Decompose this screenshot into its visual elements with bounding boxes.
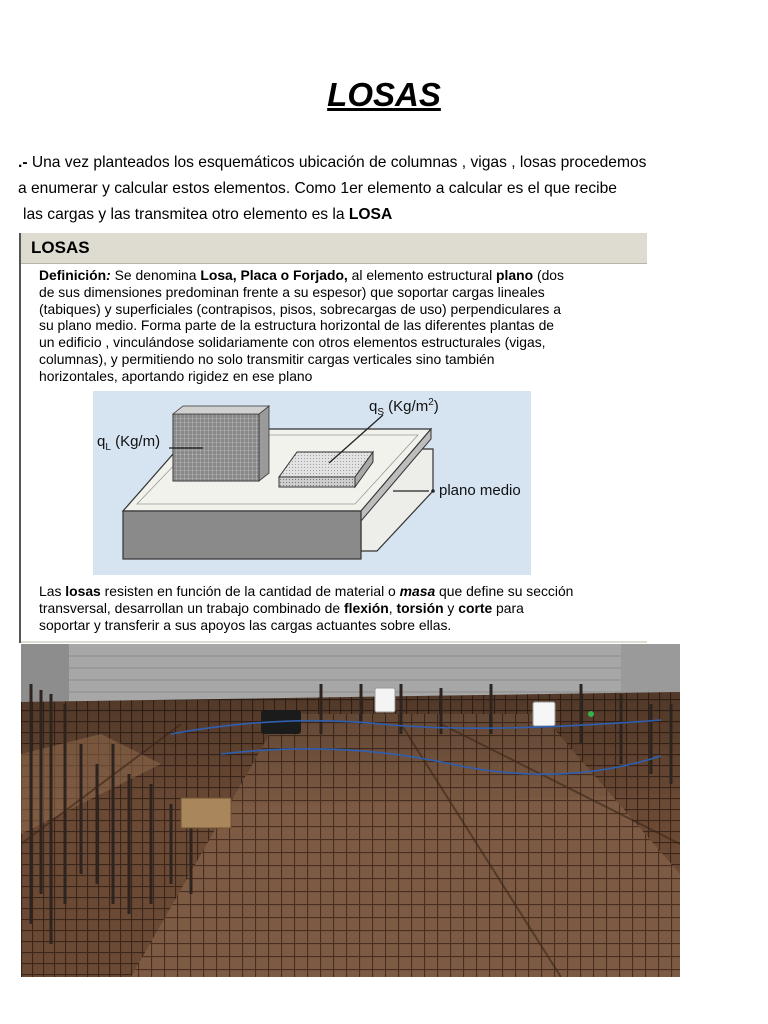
photo-bucket-center xyxy=(375,688,395,712)
definition-text-3: (dos xyxy=(533,267,564,283)
resist-text-2: resisten en función de la cantidad de material o xyxy=(100,583,400,599)
resist-text-1: Las xyxy=(39,583,66,599)
resist-bold-losas: losas xyxy=(65,583,101,599)
definition-line-6: columnas), y permitiendo no solo transmitir cargas verticales sino también xyxy=(39,350,495,367)
wall-side xyxy=(259,406,269,481)
definition-line-7: horizontales, aportando rigidez en ese plano xyxy=(39,367,313,384)
rebar-slab-photo-graphic xyxy=(21,644,680,977)
photo-wood-box xyxy=(181,798,231,828)
resist-bold-flexion: flexión xyxy=(344,600,389,617)
wall-top xyxy=(173,406,269,414)
resist-line-3: soportar y transferir a sus apoyos las cargas actuantes sobre ellas. xyxy=(39,617,452,634)
definition-line-4: su plano medio. Forma parte de la estructura horizontal de las diferentes plantas de xyxy=(39,317,555,334)
intro-line-1 xyxy=(18,150,758,176)
qs-label: $q_S$ $(Kg/m^2)$ xyxy=(369,397,439,418)
resist-comma: , xyxy=(388,600,397,617)
resist-line-2 xyxy=(39,600,639,617)
ql-label: $q_L$ (Kg/m) xyxy=(97,433,161,453)
rebar-slab-photo xyxy=(21,644,680,977)
definition-line-3: (tabiques) y superficiales (contrapisos, pisos, sobrecargas de uso) perpendiculares a xyxy=(39,300,561,317)
definition-bold-2: plano xyxy=(496,267,534,283)
definition-paragraph xyxy=(39,267,639,385)
slab-front xyxy=(123,511,361,559)
definition-text-1: Se denomina xyxy=(110,267,201,283)
box-footer-rule xyxy=(21,641,647,643)
definition-line-5: un edificio , vinculándose solidariamente con otros elementos estructurales (vigas, xyxy=(39,334,546,351)
resist-and: y xyxy=(443,600,459,617)
definition-text-2: al elemento estructural xyxy=(347,267,497,283)
intro-line-3-text: las cargas y las transmitea otro elemento es la xyxy=(23,206,349,223)
definition-colon: : xyxy=(106,267,111,283)
resist-para: para xyxy=(492,600,524,617)
resist-text-3: que define su sección xyxy=(435,583,574,599)
photo-green-item xyxy=(588,711,594,717)
resist-bold-corte: corte xyxy=(458,600,493,617)
plano-medio-label: plano medio xyxy=(439,482,521,499)
intro-prefix: .- xyxy=(18,154,28,171)
intro-line-3 xyxy=(18,202,758,228)
resist-bold-torsion: torsión xyxy=(396,600,444,617)
resistance-paragraph xyxy=(39,583,639,635)
intro-line-1-text: Una vez planteados los esquemáticos ubicación de columnas , vigas , losas procedemos xyxy=(27,154,647,171)
plano-medio-dot xyxy=(431,489,435,493)
definition-line-1 xyxy=(39,267,639,284)
photo-bucket-right xyxy=(533,702,555,726)
resist-text-4: transversal, desarrollan un trabajo combinado de xyxy=(39,600,344,617)
slab-diagram xyxy=(93,391,531,575)
resist-bold-masa: masa xyxy=(399,583,436,599)
definition-bold-1: Losa, Placa o Forjado, xyxy=(200,267,348,283)
surface-load-front xyxy=(279,477,355,487)
definition-line-2: de sus dimensiones predominan frente a su espesor) que soportar cargas lineales xyxy=(39,283,545,300)
box-header: LOSAS xyxy=(21,233,647,264)
page-title: LOSAS xyxy=(327,76,441,113)
intro-line-2: a enumerar y calcular estos elementos. Como 1er elemento a calcular es el que recibe xyxy=(18,180,617,197)
losas-definition-box xyxy=(19,233,647,643)
intro-losa-bold: LOSA xyxy=(348,206,393,223)
intro-paragraph xyxy=(18,150,758,228)
definition-label: Definición xyxy=(39,267,107,283)
resist-line-1 xyxy=(39,583,639,600)
